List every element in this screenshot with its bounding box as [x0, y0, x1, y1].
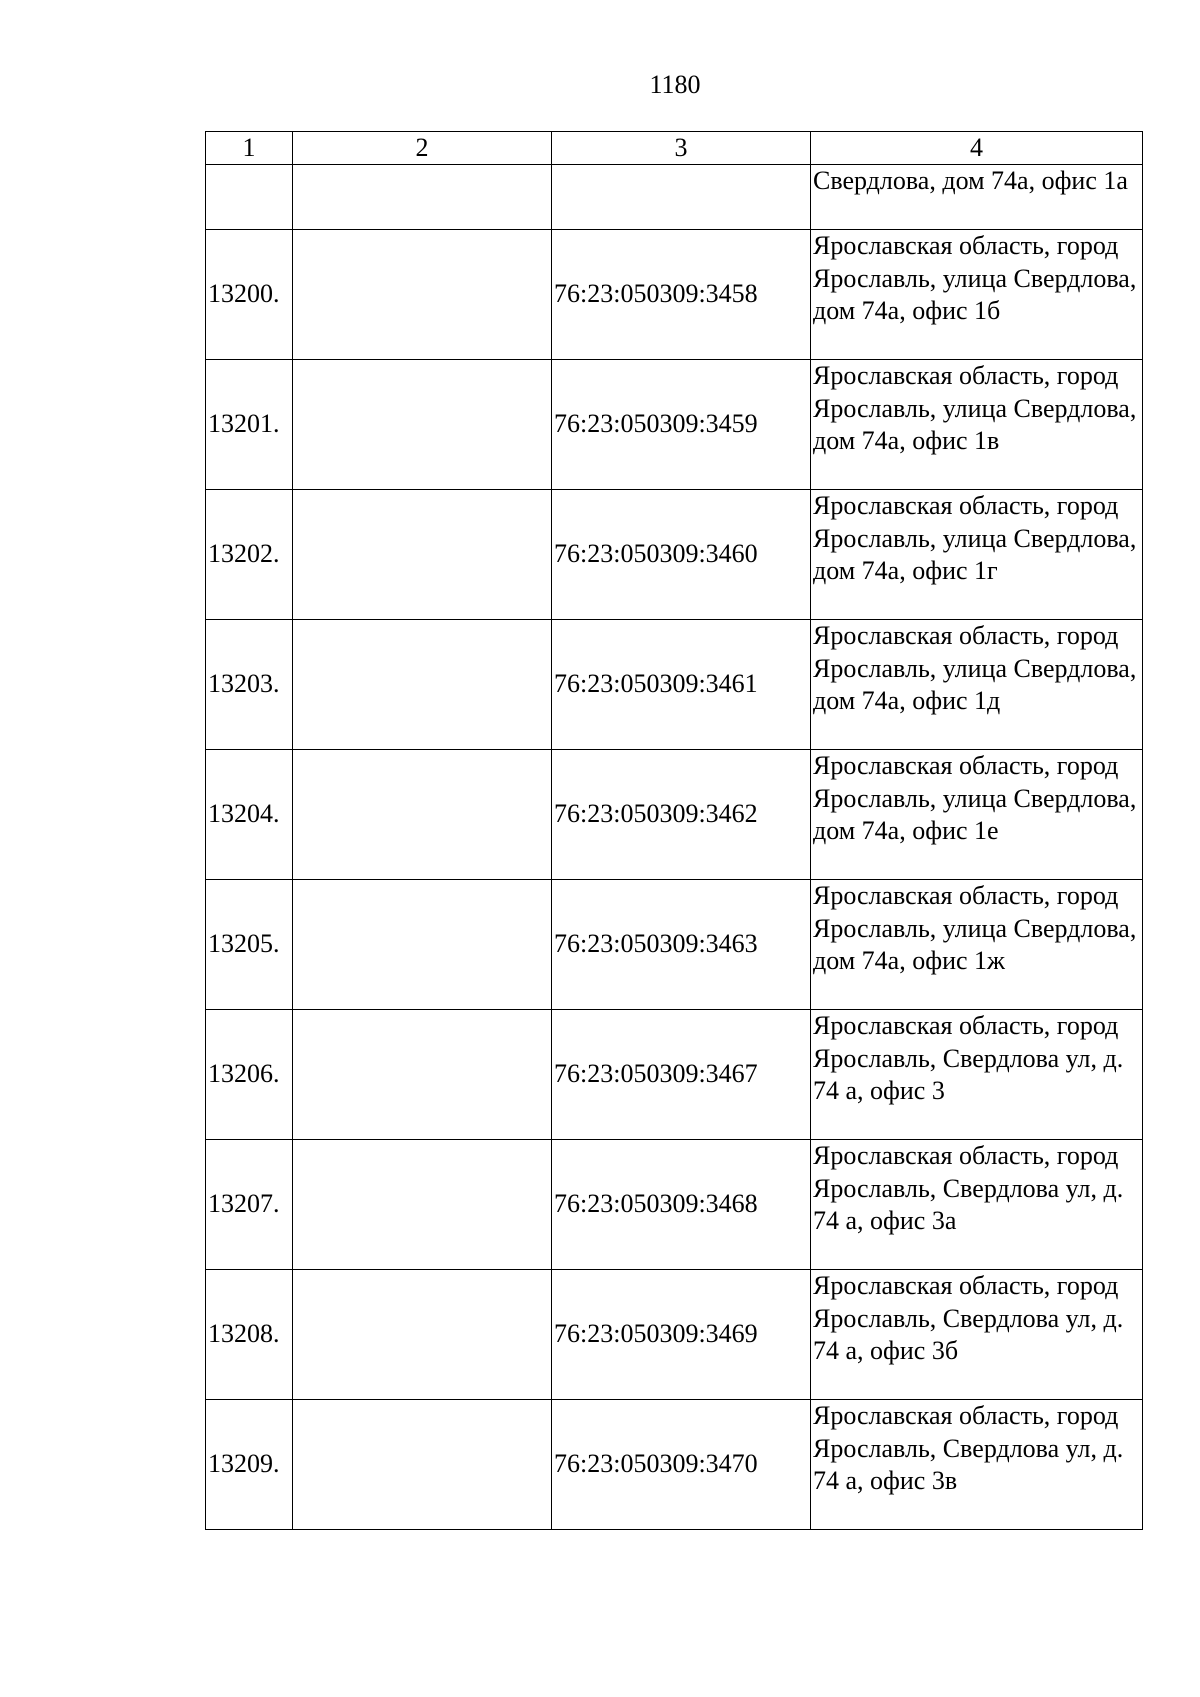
address-cell: Ярославская область, город Ярославль, улица Свердлова, дом 74а, офис 1е	[811, 750, 1143, 880]
address-cell: Ярославская область, город Ярославль, Свердлова ул, д. 74 а, офис 3в	[811, 1400, 1143, 1530]
row-number-cell: 13202.	[206, 490, 293, 620]
cadastral-number-cell	[552, 165, 811, 230]
col2-cell	[293, 1400, 552, 1530]
table-row	[206, 750, 1143, 880]
cadastral-number-cell: 76:23:050309:3462	[552, 750, 811, 880]
table-row	[206, 230, 1143, 360]
col2-cell	[293, 230, 552, 360]
cadastral-number-cell: 76:23:050309:3470	[552, 1400, 811, 1530]
cadastral-number-cell: 76:23:050309:3467	[552, 1010, 811, 1140]
address-cell: Ярославская область, город Ярославль, Свердлова ул, д. 74 а, офис 3	[811, 1010, 1143, 1140]
cadastral-number-cell: 76:23:050309:3461	[552, 620, 811, 750]
table-row	[206, 1010, 1143, 1140]
table-row	[206, 1140, 1143, 1270]
address-cell: Ярославская область, город Ярославль, улица Свердлова, дом 74а, офис 1б	[811, 230, 1143, 360]
cadastral-number-cell: 76:23:050309:3463	[552, 880, 811, 1010]
row-number-cell	[206, 165, 293, 230]
header-col-2: 2	[293, 132, 552, 165]
continuation-row	[206, 165, 1143, 230]
cadastral-number-cell: 76:23:050309:3460	[552, 490, 811, 620]
table-header-row	[206, 132, 1143, 165]
address-cell: Ярославская область, город Ярославль, Свердлова ул, д. 74 а, офис 3б	[811, 1270, 1143, 1400]
row-number-cell: 13200.	[206, 230, 293, 360]
col2-cell	[293, 165, 552, 230]
row-number-cell: 13209.	[206, 1400, 293, 1530]
table-row	[206, 360, 1143, 490]
cadastral-number-cell: 76:23:050309:3458	[552, 230, 811, 360]
table-row	[206, 490, 1143, 620]
header-col-3: 3	[552, 132, 811, 165]
address-cell: Свердлова, дом 74а, офис 1а	[811, 165, 1143, 230]
address-cell: Ярославская область, город Ярославль, улица Свердлова, дом 74а, офис 1ж	[811, 880, 1143, 1010]
row-number-cell: 13201.	[206, 360, 293, 490]
col2-cell	[293, 880, 552, 1010]
row-number-cell: 13208.	[206, 1270, 293, 1400]
row-number-cell: 13206.	[206, 1010, 293, 1140]
row-number-cell: 13204.	[206, 750, 293, 880]
col2-cell	[293, 1140, 552, 1270]
col2-cell	[293, 620, 552, 750]
cadastral-number-cell: 76:23:050309:3469	[552, 1270, 811, 1400]
row-number-cell: 13205.	[206, 880, 293, 1010]
cadastral-number-cell: 76:23:050309:3468	[552, 1140, 811, 1270]
table-row	[206, 880, 1143, 1010]
cadastral-number-cell: 76:23:050309:3459	[552, 360, 811, 490]
address-cell: Ярославская область, город Ярославль, улица Свердлова, дом 74а, офис 1д	[811, 620, 1143, 750]
table-row	[206, 1400, 1143, 1530]
table-row	[206, 620, 1143, 750]
col2-cell	[293, 1270, 552, 1400]
col2-cell	[293, 1010, 552, 1140]
address-cell: Ярославская область, город Ярославль, улица Свердлова, дом 74а, офис 1г	[811, 490, 1143, 620]
header-col-4: 4	[811, 132, 1143, 165]
row-number-cell: 13207.	[206, 1140, 293, 1270]
col2-cell	[293, 490, 552, 620]
address-cell: Ярославская область, город Ярославль, Свердлова ул, д. 74 а, офис 3а	[811, 1140, 1143, 1270]
header-col-1: 1	[206, 132, 293, 165]
col2-cell	[293, 360, 552, 490]
row-number-cell: 13203.	[206, 620, 293, 750]
col2-cell	[293, 750, 552, 880]
page-number: 1180	[649, 70, 701, 99]
address-cell: Ярославская область, город Ярославль, улица Свердлова, дом 74а, офис 1в	[811, 360, 1143, 490]
table-row	[206, 1270, 1143, 1400]
registry-table	[205, 131, 1143, 1530]
